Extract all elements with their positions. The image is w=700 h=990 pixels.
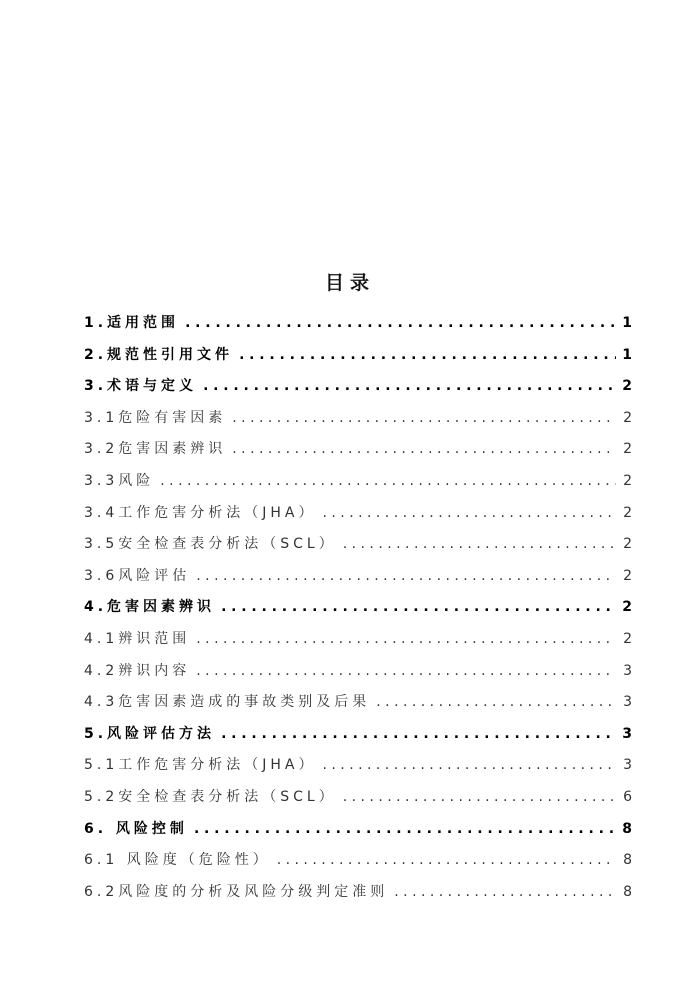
toc-title: 目录 [324, 272, 375, 294]
toc-entry[interactable] [84, 592, 632, 624]
toc-entry[interactable] [84, 656, 632, 688]
toc-entry-label: 4.2辨识内容 [84, 662, 191, 679]
toc-entry[interactable] [84, 466, 632, 498]
toc-page-number: 2 [623, 536, 632, 553]
toc-page-number: 3 [622, 725, 632, 742]
toc-entry[interactable] [84, 371, 632, 403]
toc-leader-dots [194, 814, 616, 846]
toc-page-number: 3 [623, 757, 632, 774]
toc-entry-label: 3.5安全检查表分析法（SCL） [84, 536, 337, 553]
toc-page-number: 2 [623, 409, 632, 426]
toc-leader-dots [239, 340, 616, 372]
toc-entry[interactable] [84, 498, 632, 530]
toc-leader-dots [394, 877, 616, 909]
toc-entry[interactable] [84, 434, 632, 466]
toc-entry-label: 5.风险评估方法 [84, 725, 216, 742]
toc-entry[interactable] [84, 403, 632, 435]
toc-entry[interactable] [84, 308, 632, 340]
toc-leader-dots [343, 782, 616, 814]
toc-leader-dots [185, 308, 616, 340]
toc-entry-label: 3.1危险有害因素 [84, 409, 227, 426]
toc-entry-label: 3.4工作危害分析法（JHA） [84, 504, 317, 521]
toc-entry[interactable] [84, 719, 632, 751]
toc-entry-label: 6.1 风险度（危险性） [84, 852, 271, 869]
toc-page-number: 2 [623, 567, 632, 584]
toc-entry-label: 3.术语与定义 [84, 378, 198, 395]
toc-entry[interactable] [84, 529, 632, 561]
toc-entry-label: 5.2安全检查表分析法（SCL） [84, 788, 337, 805]
toc-page-number: 6 [623, 788, 632, 805]
toc-entry[interactable] [84, 845, 632, 877]
toc-entry[interactable] [84, 340, 632, 372]
toc-page-number: 2 [623, 441, 632, 458]
toc-leader-dots [203, 371, 616, 403]
toc-entry-label: 4.3危害因素造成的事故类别及后果 [84, 694, 371, 711]
toc-page-number: 3 [623, 694, 632, 711]
toc-entry[interactable] [84, 877, 632, 909]
toc-entry[interactable] [84, 814, 632, 846]
toc-leader-dots [376, 687, 616, 719]
toc-page-number: 2 [623, 504, 632, 521]
toc-leader-dots [323, 498, 617, 530]
table-of-contents [84, 308, 632, 908]
toc-leader-dots [196, 561, 616, 593]
toc-page-number: 8 [623, 852, 632, 869]
toc-leader-dots [221, 592, 616, 624]
toc-leader-dots [323, 750, 617, 782]
toc-entry-label: 4.危害因素辨识 [84, 599, 216, 616]
toc-leader-dots [343, 529, 616, 561]
toc-leader-dots [196, 624, 616, 656]
toc-leader-dots [196, 656, 616, 688]
toc-page-number: 2 [622, 599, 632, 616]
toc-entry[interactable] [84, 750, 632, 782]
toc-page-number: 1 [622, 315, 632, 331]
toc-entry-label: 1.适用范围 [84, 315, 180, 331]
toc-page-number: 8 [622, 820, 632, 837]
toc-entry-label: 4.1辨识范围 [84, 630, 191, 647]
toc-entry[interactable] [84, 782, 632, 814]
toc-page-number: 3 [623, 662, 632, 679]
toc-entry-label: 3.6风险评估 [84, 567, 191, 584]
toc-page-number: 2 [622, 378, 632, 395]
toc-entry-label: 6. 风险控制 [84, 820, 188, 837]
toc-page-number: 1 [622, 346, 632, 363]
toc-entry[interactable] [84, 687, 632, 719]
toc-page-number: 2 [623, 472, 632, 489]
toc-entry-label: 6.2风险度的分析及风险分级判定准则 [84, 883, 389, 900]
toc-entry-label: 2.规范性引用文件 [84, 346, 234, 363]
toc-entry-label: 5.1工作危害分析法（JHA） [84, 757, 317, 774]
toc-entry-label: 3.3风险 [84, 472, 155, 489]
toc-leader-dots [232, 434, 616, 466]
toc-leader-dots [221, 719, 616, 751]
toc-leader-dots [277, 845, 616, 877]
toc-page-number: 2 [623, 630, 632, 647]
toc-page-number: 8 [623, 883, 632, 900]
toc-entry-label: 3.2危害因素辨识 [84, 441, 227, 458]
toc-leader-dots [232, 403, 616, 435]
toc-entry[interactable] [84, 624, 632, 656]
toc-entry[interactable] [84, 561, 632, 593]
toc-leader-dots [160, 466, 616, 498]
